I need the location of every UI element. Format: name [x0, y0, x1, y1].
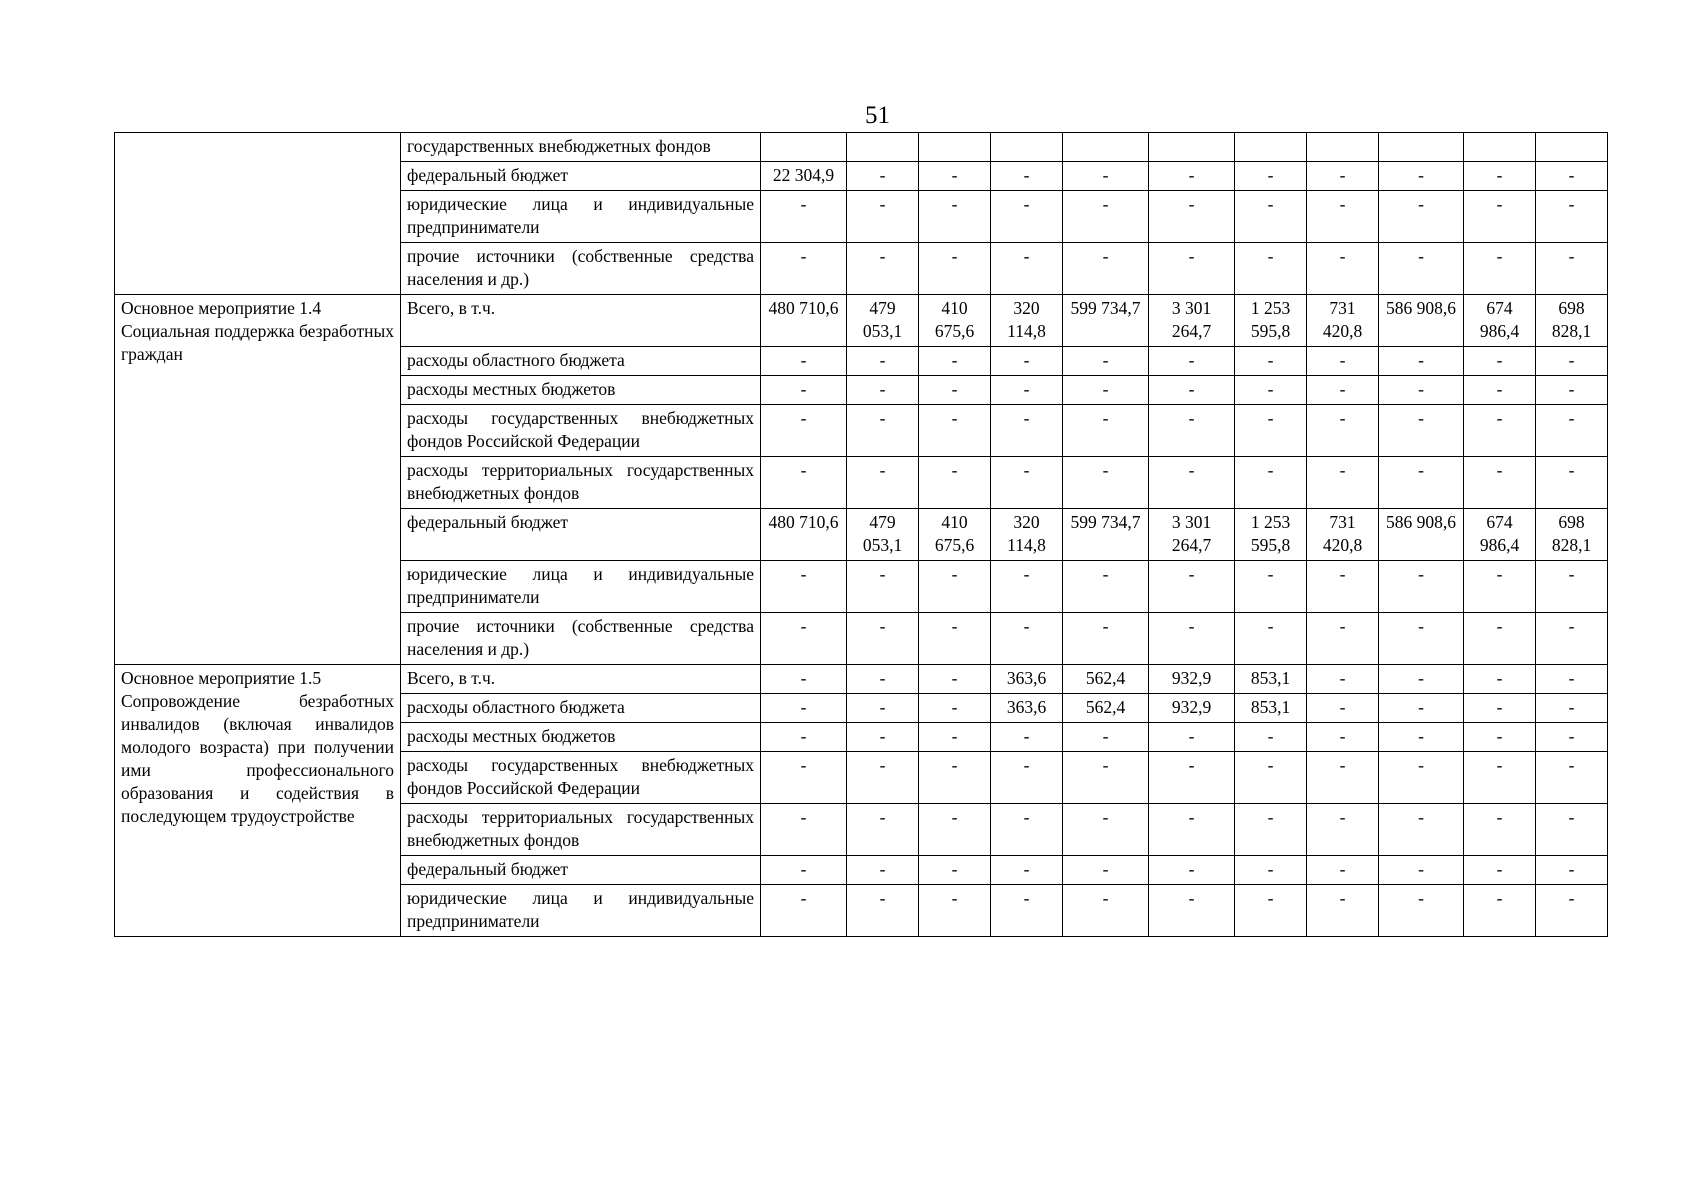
value-cell: - — [1464, 885, 1536, 937]
value-cell: - — [1379, 191, 1464, 243]
funding-source-cell: расходы территориальных государственных внебюджетных фондов — [401, 804, 761, 856]
value-cell: - — [1149, 561, 1235, 613]
funding-source-cell: прочие источники (собственные средства населения и др.) — [401, 613, 761, 665]
value-cell: - — [1464, 405, 1536, 457]
value-cell: - — [1379, 856, 1464, 885]
value-cell: - — [1235, 162, 1307, 191]
value-cell: - — [847, 191, 919, 243]
value-cell: - — [1063, 243, 1149, 295]
value-cell: - — [1235, 191, 1307, 243]
event-text: Основное мероприятие 1.5 — [121, 668, 322, 688]
value-cell — [1063, 133, 1149, 162]
event-text: Сопровождение безработных инвалидов (включая инвалидов молодого возраста) при получении ими профессионального образования и содействия в последующем трудоустройстве — [121, 691, 394, 826]
value-cell: - — [761, 561, 847, 613]
value-cell: - — [1536, 856, 1608, 885]
value-cell: - — [1307, 613, 1379, 665]
event-cell — [115, 133, 401, 295]
value-cell: - — [1149, 457, 1235, 509]
funding-source-cell: государственных внебюджетных фондов — [401, 133, 761, 162]
value-cell: - — [1235, 752, 1307, 804]
funding-source-cell: расходы территориальных государственных внебюджетных фондов — [401, 457, 761, 509]
value-cell: - — [1063, 561, 1149, 613]
value-cell: - — [991, 457, 1063, 509]
value-cell: - — [1307, 347, 1379, 376]
value-cell: 480 710,6 — [761, 509, 847, 561]
value-cell: - — [1379, 613, 1464, 665]
value-cell: - — [1063, 804, 1149, 856]
value-cell: - — [1063, 856, 1149, 885]
funding-source-cell: расходы местных бюджетов — [401, 723, 761, 752]
value-cell: - — [991, 613, 1063, 665]
value-cell: - — [1536, 613, 1608, 665]
value-cell: - — [1536, 723, 1608, 752]
value-cell: - — [991, 752, 1063, 804]
value-cell: - — [1536, 665, 1608, 694]
value-cell: - — [1235, 243, 1307, 295]
value-cell: - — [919, 694, 991, 723]
funding-source-cell: юридические лица и индивидуальные предприниматели — [401, 561, 761, 613]
value-cell: 731 420,8 — [1307, 509, 1379, 561]
value-cell: 320 114,8 — [991, 295, 1063, 347]
event-cell — [115, 665, 401, 937]
value-cell: - — [991, 376, 1063, 405]
event-text: Социальная поддержка безработных граждан — [121, 321, 394, 364]
value-cell: - — [991, 405, 1063, 457]
value-cell: - — [847, 613, 919, 665]
value-cell: - — [1149, 613, 1235, 665]
value-cell: - — [847, 665, 919, 694]
value-cell: - — [847, 752, 919, 804]
value-cell: - — [761, 752, 847, 804]
value-cell: - — [919, 376, 991, 405]
value-cell: - — [1307, 804, 1379, 856]
funding-source-cell: расходы государственных внебюджетных фондов Российской Федерации — [401, 405, 761, 457]
funding-source-cell: юридические лица и индивидуальные предприниматели — [401, 191, 761, 243]
value-cell — [1307, 133, 1379, 162]
funding-source-cell: федеральный бюджет — [401, 856, 761, 885]
value-cell: - — [991, 723, 1063, 752]
value-cell: - — [991, 191, 1063, 243]
value-cell: - — [1464, 752, 1536, 804]
value-cell: 363,6 — [991, 694, 1063, 723]
table-row — [115, 133, 1608, 162]
table-body — [115, 133, 1608, 937]
value-cell: - — [991, 347, 1063, 376]
value-cell: 3 301 264,7 — [1149, 509, 1235, 561]
funding-source-cell: прочие источники (собственные средства населения и др.) — [401, 243, 761, 295]
value-cell: - — [761, 191, 847, 243]
value-cell: - — [761, 243, 847, 295]
value-cell: - — [1464, 723, 1536, 752]
value-cell: - — [991, 885, 1063, 937]
event-cell — [115, 295, 401, 665]
value-cell: - — [1536, 885, 1608, 937]
funding-source-cell: Всего, в т.ч. — [401, 295, 761, 347]
value-cell: - — [1307, 561, 1379, 613]
value-cell: - — [1149, 804, 1235, 856]
value-cell: 586 908,6 — [1379, 295, 1464, 347]
value-cell: - — [847, 723, 919, 752]
value-cell: - — [1379, 376, 1464, 405]
value-cell: 674 986,4 — [1464, 509, 1536, 561]
value-cell: - — [1379, 457, 1464, 509]
value-cell: - — [1149, 347, 1235, 376]
value-cell: - — [847, 405, 919, 457]
funding-source-cell: расходы государственных внебюджетных фондов Российской Федерации — [401, 752, 761, 804]
value-cell: - — [1307, 723, 1379, 752]
value-cell: - — [1464, 376, 1536, 405]
value-cell: - — [1536, 457, 1608, 509]
value-cell: - — [1235, 457, 1307, 509]
value-cell — [1464, 133, 1536, 162]
value-cell: - — [847, 162, 919, 191]
value-cell: 410 675,6 — [919, 509, 991, 561]
value-cell: - — [1307, 191, 1379, 243]
value-cell: - — [1379, 561, 1464, 613]
funding-source-cell: федеральный бюджет — [401, 162, 761, 191]
value-cell: - — [1063, 723, 1149, 752]
table-row — [115, 295, 1608, 347]
value-cell: - — [1536, 243, 1608, 295]
value-cell: - — [991, 162, 1063, 191]
value-cell: - — [1235, 561, 1307, 613]
value-cell: - — [1536, 191, 1608, 243]
value-cell: - — [1379, 804, 1464, 856]
value-cell: - — [991, 243, 1063, 295]
value-cell: - — [1235, 405, 1307, 457]
value-cell: - — [1235, 804, 1307, 856]
value-cell: - — [1235, 856, 1307, 885]
value-cell — [919, 133, 991, 162]
value-cell — [1536, 133, 1608, 162]
value-cell: - — [919, 723, 991, 752]
value-cell: - — [1149, 752, 1235, 804]
value-cell: - — [1536, 376, 1608, 405]
value-cell: - — [1063, 752, 1149, 804]
value-cell — [1149, 133, 1235, 162]
value-cell: - — [919, 856, 991, 885]
value-cell: - — [919, 752, 991, 804]
value-cell: 480 710,6 — [761, 295, 847, 347]
value-cell: - — [1235, 347, 1307, 376]
value-cell: - — [847, 694, 919, 723]
value-cell: - — [919, 243, 991, 295]
table-row — [115, 665, 1608, 694]
value-cell: 479 053,1 — [847, 509, 919, 561]
value-cell: - — [1379, 694, 1464, 723]
value-cell: - — [761, 723, 847, 752]
value-cell: - — [919, 162, 991, 191]
funding-source-cell: юридические лица и индивидуальные предприниматели — [401, 885, 761, 937]
value-cell: - — [847, 347, 919, 376]
value-cell: - — [1379, 243, 1464, 295]
value-cell: - — [1536, 561, 1608, 613]
value-cell: - — [761, 347, 847, 376]
value-cell: - — [761, 376, 847, 405]
value-cell: - — [847, 885, 919, 937]
value-cell: - — [919, 191, 991, 243]
value-cell: 599 734,7 — [1063, 509, 1149, 561]
value-cell: - — [1307, 162, 1379, 191]
value-cell — [761, 133, 847, 162]
value-cell — [847, 133, 919, 162]
value-cell: - — [1307, 376, 1379, 405]
value-cell — [1379, 133, 1464, 162]
value-cell: - — [761, 405, 847, 457]
value-cell: 932,9 — [1149, 694, 1235, 723]
value-cell: 320 114,8 — [991, 509, 1063, 561]
value-cell: - — [1149, 856, 1235, 885]
page-number: 51 — [865, 102, 890, 129]
value-cell: - — [847, 856, 919, 885]
value-cell: - — [1235, 723, 1307, 752]
value-cell: - — [761, 665, 847, 694]
value-cell: - — [1464, 457, 1536, 509]
funding-source-cell: федеральный бюджет — [401, 509, 761, 561]
value-cell: - — [761, 613, 847, 665]
value-cell: - — [1379, 405, 1464, 457]
event-text: Основное мероприятие 1.4 — [121, 298, 322, 318]
value-cell: - — [991, 856, 1063, 885]
value-cell: - — [1063, 347, 1149, 376]
value-cell: 698 828,1 — [1536, 509, 1608, 561]
value-cell: - — [1464, 804, 1536, 856]
value-cell: - — [1063, 613, 1149, 665]
value-cell: 3 301 264,7 — [1149, 295, 1235, 347]
value-cell: 731 420,8 — [1307, 295, 1379, 347]
value-cell: 853,1 — [1235, 694, 1307, 723]
value-cell: - — [919, 347, 991, 376]
value-cell: - — [919, 665, 991, 694]
value-cell: - — [1063, 457, 1149, 509]
value-cell: - — [847, 243, 919, 295]
value-cell: - — [847, 376, 919, 405]
value-cell: 410 675,6 — [919, 295, 991, 347]
value-cell: - — [1464, 162, 1536, 191]
value-cell: - — [1464, 561, 1536, 613]
value-cell: - — [1063, 191, 1149, 243]
value-cell: - — [1149, 191, 1235, 243]
value-cell: - — [919, 885, 991, 937]
value-cell: - — [847, 804, 919, 856]
value-cell: - — [1536, 405, 1608, 457]
value-cell: - — [1379, 347, 1464, 376]
value-cell: - — [1536, 804, 1608, 856]
value-cell: - — [1235, 376, 1307, 405]
value-cell: 562,4 — [1063, 665, 1149, 694]
value-cell: 586 908,6 — [1379, 509, 1464, 561]
value-cell: - — [1149, 885, 1235, 937]
value-cell: 1 253 595,8 — [1235, 295, 1307, 347]
value-cell: - — [1536, 347, 1608, 376]
value-cell — [1235, 133, 1307, 162]
value-cell: - — [1464, 694, 1536, 723]
value-cell: - — [1464, 665, 1536, 694]
value-cell: - — [1536, 162, 1608, 191]
value-cell: - — [1464, 243, 1536, 295]
value-cell: - — [1235, 613, 1307, 665]
value-cell: - — [1063, 376, 1149, 405]
value-cell: - — [1379, 885, 1464, 937]
value-cell: - — [1536, 694, 1608, 723]
value-cell: - — [1307, 665, 1379, 694]
funding-source-cell: расходы местных бюджетов — [401, 376, 761, 405]
value-cell: 22 304,9 — [761, 162, 847, 191]
value-cell: 853,1 — [1235, 665, 1307, 694]
value-cell: - — [1063, 162, 1149, 191]
value-cell: - — [1307, 752, 1379, 804]
value-cell: - — [919, 613, 991, 665]
funding-source-cell: расходы областного бюджета — [401, 347, 761, 376]
value-cell: - — [761, 457, 847, 509]
value-cell: - — [1307, 457, 1379, 509]
value-cell: - — [1464, 191, 1536, 243]
value-cell: - — [761, 856, 847, 885]
value-cell: - — [1307, 405, 1379, 457]
value-cell: - — [1464, 347, 1536, 376]
value-cell: 674 986,4 — [1464, 295, 1536, 347]
value-cell: 363,6 — [991, 665, 1063, 694]
value-cell: - — [1307, 243, 1379, 295]
value-cell: - — [761, 694, 847, 723]
value-cell: - — [1063, 405, 1149, 457]
value-cell: - — [1149, 405, 1235, 457]
value-cell: - — [1063, 885, 1149, 937]
value-cell: 1 253 595,8 — [1235, 509, 1307, 561]
value-cell: - — [1464, 613, 1536, 665]
value-cell: 479 053,1 — [847, 295, 919, 347]
value-cell: - — [991, 561, 1063, 613]
value-cell: - — [1149, 376, 1235, 405]
value-cell: - — [919, 405, 991, 457]
value-cell: - — [761, 885, 847, 937]
value-cell: - — [1464, 856, 1536, 885]
value-cell: 599 734,7 — [1063, 295, 1149, 347]
value-cell: - — [1149, 723, 1235, 752]
value-cell: - — [847, 561, 919, 613]
funding-source-cell: Всего, в т.ч. — [401, 665, 761, 694]
value-cell: - — [1307, 694, 1379, 723]
value-cell: - — [1379, 723, 1464, 752]
value-cell: - — [1536, 752, 1608, 804]
value-cell: - — [1149, 162, 1235, 191]
funding-source-cell: расходы областного бюджета — [401, 694, 761, 723]
value-cell: - — [919, 804, 991, 856]
value-cell: - — [761, 804, 847, 856]
value-cell — [991, 133, 1063, 162]
value-cell: - — [1149, 243, 1235, 295]
value-cell: 562,4 — [1063, 694, 1149, 723]
value-cell: - — [1379, 162, 1464, 191]
value-cell: - — [1307, 885, 1379, 937]
value-cell: - — [1235, 885, 1307, 937]
value-cell: - — [919, 457, 991, 509]
value-cell: - — [919, 561, 991, 613]
value-cell: - — [991, 804, 1063, 856]
value-cell: 698 828,1 — [1536, 295, 1608, 347]
value-cell: - — [1307, 856, 1379, 885]
value-cell: - — [1379, 665, 1464, 694]
budget-table — [114, 132, 1608, 937]
value-cell: 932,9 — [1149, 665, 1235, 694]
value-cell: - — [1379, 752, 1464, 804]
value-cell: - — [847, 457, 919, 509]
